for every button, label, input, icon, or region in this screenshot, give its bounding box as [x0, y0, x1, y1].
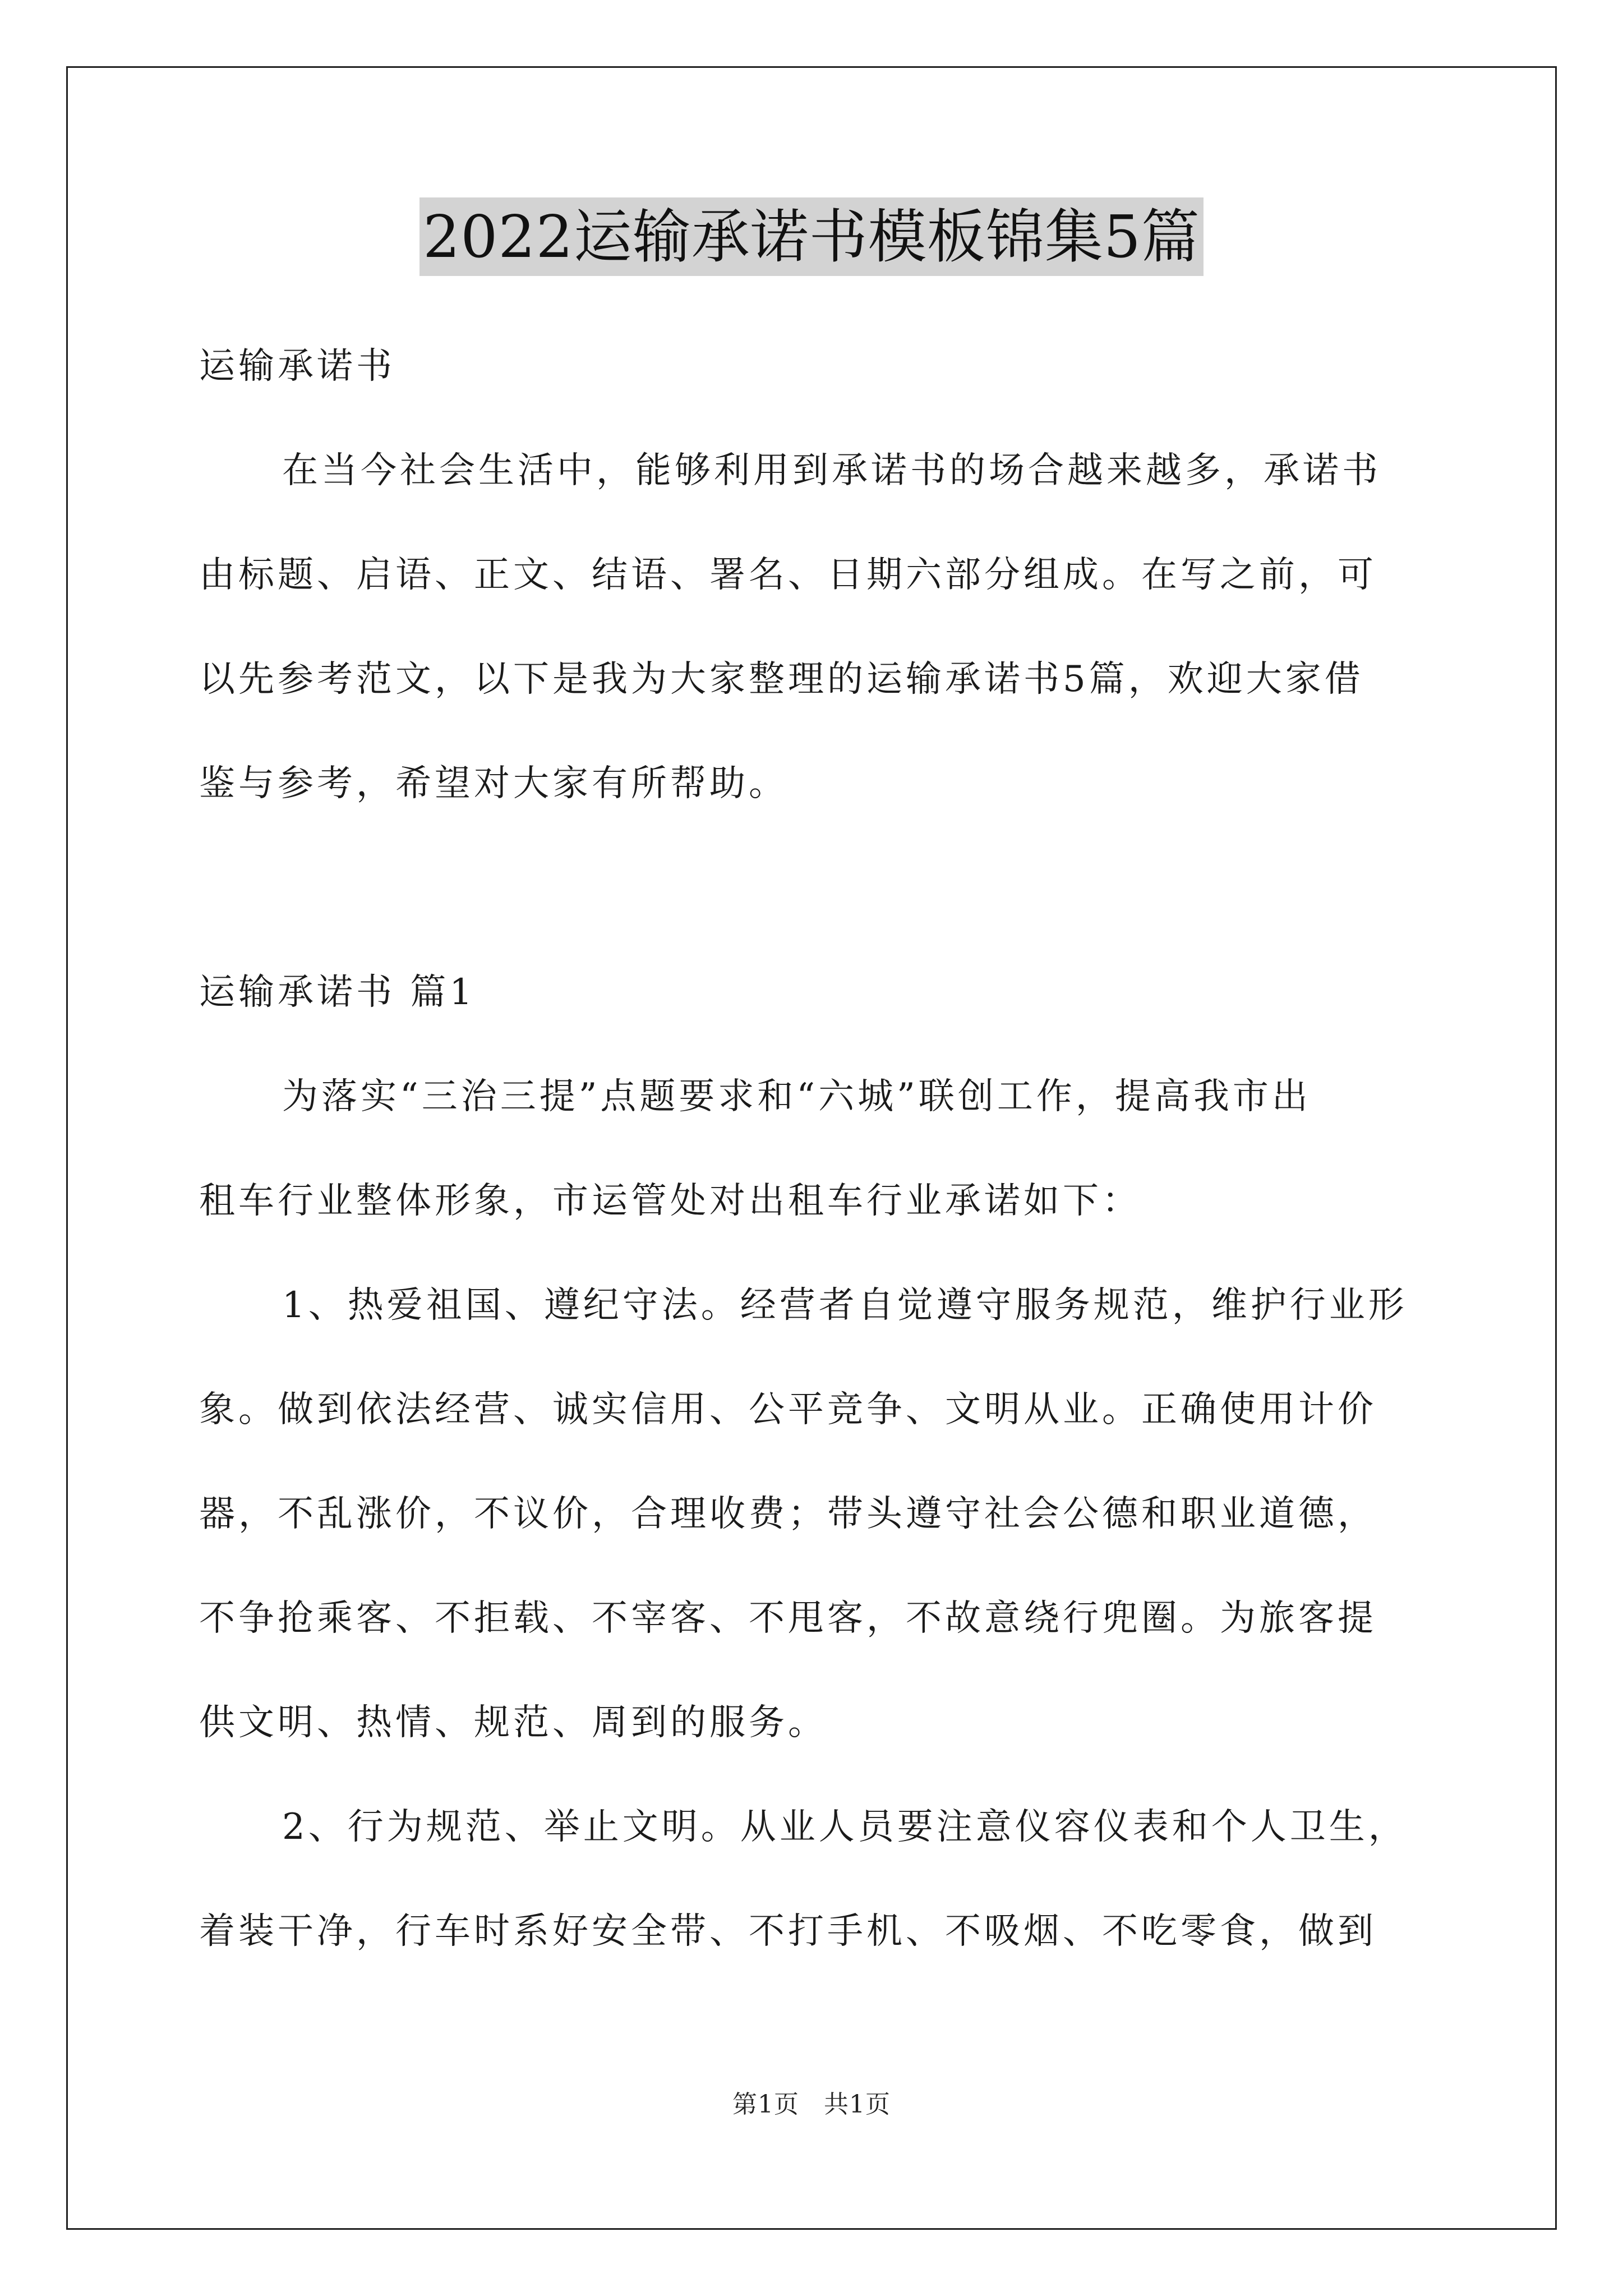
text-line: 鉴与参考，希望对大家有所帮助。	[199, 763, 788, 804]
document-title: 2022运输承诺书模板锦集5篇	[419, 197, 1204, 276]
text-line: 象。做到依法经营、诚实信用、公平竞争、文明从业。正确使用计价	[199, 1389, 1377, 1430]
text-line: 不争抢乘客、不拒载、不宰客、不甩客，不故意绕行兜圈。为旅客提	[199, 1598, 1377, 1639]
text-line: 运输承诺书	[199, 346, 395, 387]
text-line: 着装干净，行车时系好安全带、不打手机、不吸烟、不吃零食，做到	[199, 1911, 1377, 1952]
title-container	[0, 197, 1623, 276]
text-line: 2、行为规范、举止文明。从业人员要注意仪容仪表和个人卫生，	[282, 1806, 1408, 1848]
text-line: 1、热爱祖国、遵纪守法。经营者自觉遵守服务规范，维护行业形	[282, 1285, 1408, 1326]
document-body	[199, 314, 1450, 1984]
text-line: 以先参考范文，以下是我为大家整理的运输承诺书5篇，欢迎大家借	[199, 659, 1364, 700]
page-footer	[0, 2084, 1623, 2120]
text-line: 租车行业整体形象，市运管处对出租车行业承诺如下：	[199, 1180, 1141, 1222]
text-line: 供文明、热情、规范、周到的服务。	[199, 1702, 827, 1743]
page-total: 共1页	[824, 2090, 891, 2119]
text-line: 在当今社会生活中，能够利用到承诺书的场合越来越多，承诺书	[282, 450, 1381, 491]
blank-line	[199, 836, 1450, 940]
page-number: 第1页	[732, 2090, 799, 2119]
text-line: 由标题、启语、正文、结语、署名、日期六部分组成。在写之前，可	[199, 554, 1377, 596]
text-line: 运输承诺书 篇1	[199, 972, 476, 1013]
text-line: 为落实“三治三提”点题要求和“六城”联创工作，提高我市出	[282, 1076, 1311, 1117]
text-line: 器，不乱涨价，不议价，合理收费；带头遵守社会公德和职业道德，	[199, 1493, 1377, 1535]
